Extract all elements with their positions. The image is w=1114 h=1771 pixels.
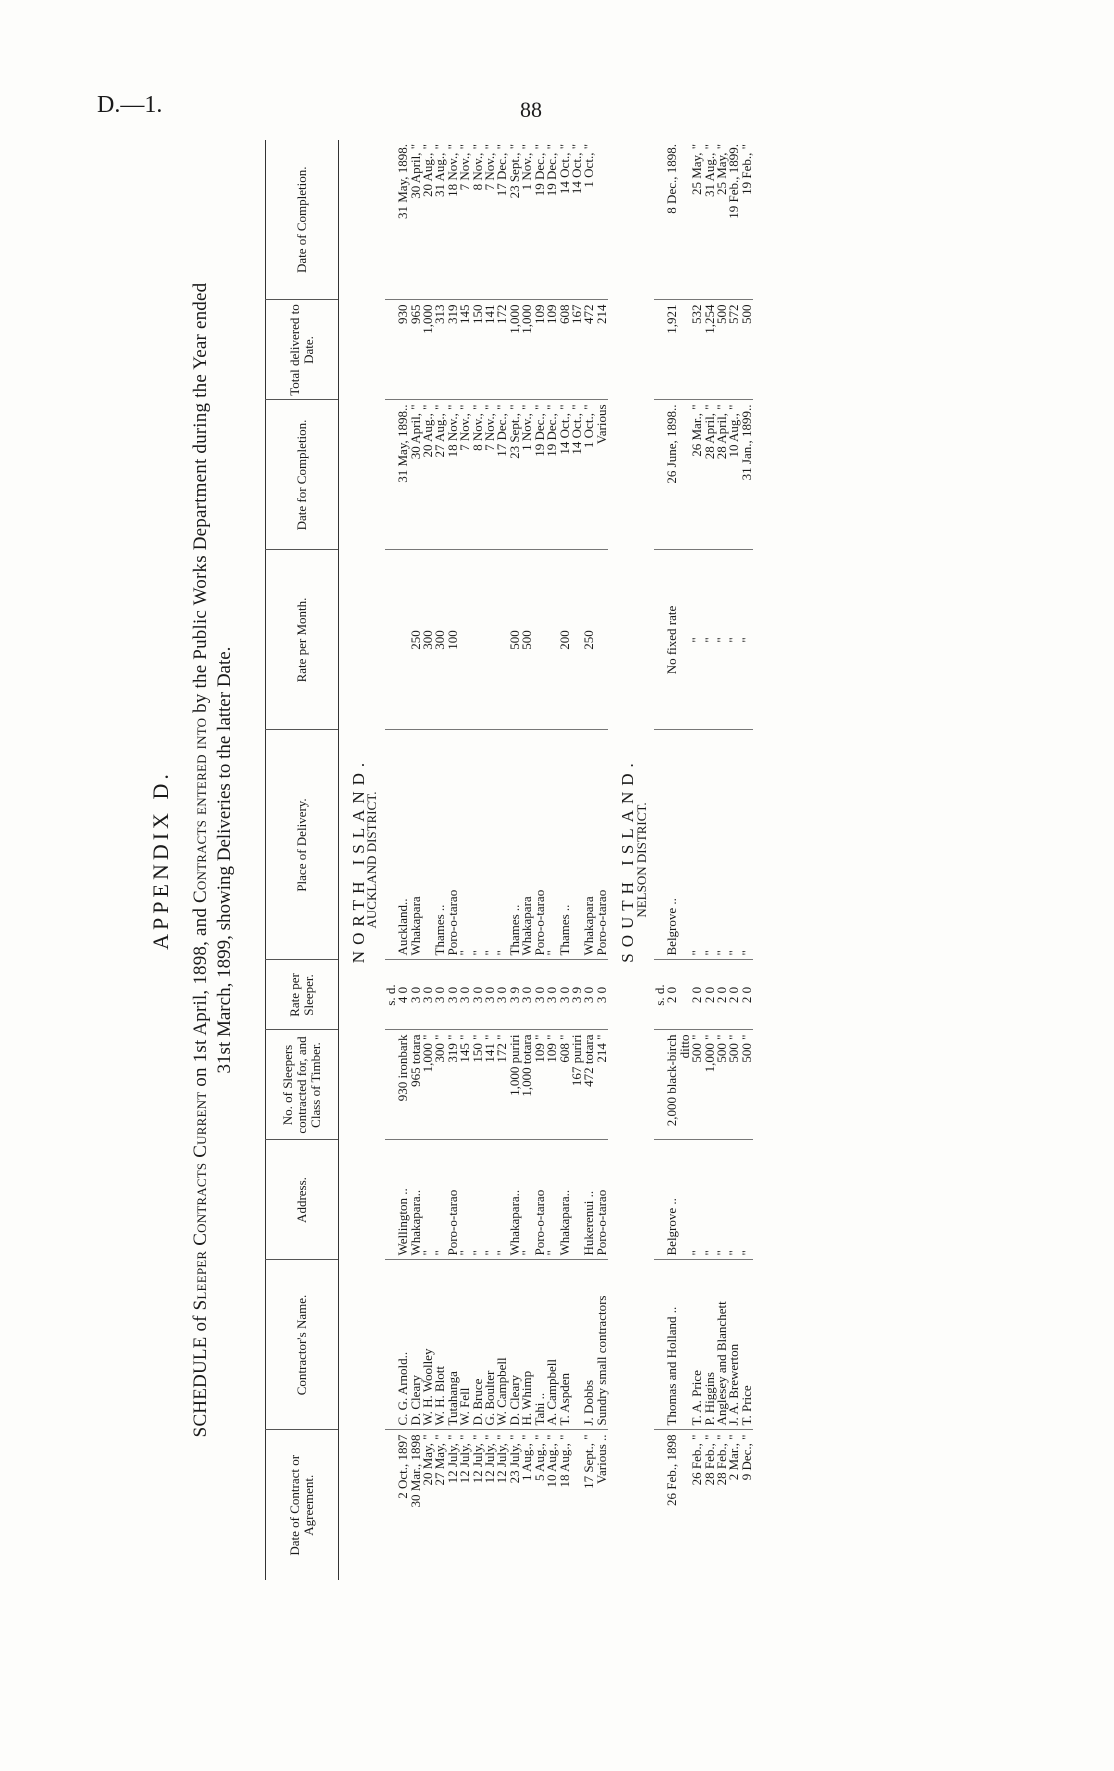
table-cell xyxy=(596,550,608,730)
table-cell: 150 xyxy=(472,300,484,400)
table-cell: A. Campbell xyxy=(546,1260,558,1430)
table-cell: 17 Sept., " xyxy=(583,1430,595,1580)
table-cell: 3 9 xyxy=(571,960,583,1030)
page-header xyxy=(0,0,1114,140)
table-cell: 12 July, " xyxy=(472,1430,484,1580)
table-row xyxy=(596,140,608,1580)
table-cell: 500 " xyxy=(728,1030,740,1140)
table-cell: W. Fell xyxy=(459,1260,471,1430)
table-cell: 31 Jan., 1899.. xyxy=(741,400,753,550)
table-cell: J. A. Brewerton xyxy=(728,1260,740,1430)
table-cell: " xyxy=(546,730,558,960)
table-cell: Poro-o-tarao xyxy=(596,730,608,960)
table-cell: 3 0 xyxy=(447,960,459,1030)
title-by-the: by the Public Works Department during the Year ended xyxy=(190,282,211,713)
table-cell: " xyxy=(546,1140,558,1260)
table-cell: 1,921 xyxy=(666,300,678,400)
table-cell: 18 Nov., " xyxy=(444,144,460,197)
table-cell: 26 June, 1898.. xyxy=(666,400,678,550)
table-cell: 3 0 xyxy=(496,960,508,1030)
title-sleeper-contracts: Sleeper Contracts Current xyxy=(190,1091,211,1311)
table-cell: 12 July, " xyxy=(447,1430,459,1580)
table-cell: 532 xyxy=(691,300,703,400)
table-cell: G. Boulter xyxy=(484,1260,496,1430)
table-cell: 319 " xyxy=(447,1030,459,1140)
table-cell: 20 Aug., " xyxy=(420,144,436,197)
column-header-8: Total delivered to Date. xyxy=(266,300,339,400)
title-contracts-entered: Contracts entered into xyxy=(190,717,211,903)
table-cell: " xyxy=(459,1140,471,1260)
table-cell: " xyxy=(728,550,740,730)
table-row xyxy=(666,140,678,1580)
table-cell: 2 0 xyxy=(704,960,716,1030)
table-cell: 17 Dec., " xyxy=(496,400,508,550)
table-row xyxy=(691,140,703,1580)
table-cell: 472 totara xyxy=(583,1030,595,1140)
table-cell xyxy=(534,550,546,730)
table-cell: 930 ironbark xyxy=(397,1030,409,1140)
table-cell: 145 " xyxy=(459,1030,471,1140)
table-cell: 30 April, " xyxy=(410,400,422,550)
table-cell: 18 Nov., " xyxy=(447,400,459,550)
table-cell: D. Bruce xyxy=(472,1260,484,1430)
table-cell: 3 0 xyxy=(410,960,422,1030)
table-cell: 2 0 xyxy=(716,960,728,1030)
table-cell: Tutahanga xyxy=(447,1260,459,1430)
table-cell: 25 May, " xyxy=(713,144,729,196)
table-cell: 214 xyxy=(596,300,608,400)
column-header-9: Date of Completion. xyxy=(266,140,339,300)
column-header-5: Place of Delivery. xyxy=(266,730,339,960)
table-cell: W. Campbell xyxy=(496,1260,508,1430)
table-cell: 250 xyxy=(583,550,595,730)
table-cell: 3 0 xyxy=(459,960,471,1030)
north-rate-unit: s. d. xyxy=(385,960,397,1030)
table-cell: 9 Dec., " xyxy=(741,1430,753,1580)
table-cell: 2,000 black-birch xyxy=(666,1030,678,1140)
column-header-3: No. of Sleepers contracted for, and Class of Timber. xyxy=(266,1030,339,1140)
north-island-section xyxy=(339,140,609,1580)
table-row xyxy=(434,140,446,1580)
table-row xyxy=(546,140,558,1580)
table-cell: Poro-o-tarao xyxy=(447,730,459,960)
table-cell: 172 " xyxy=(496,1030,508,1140)
north-island-heading: NORTH ISLAND. xyxy=(349,756,368,964)
table-row xyxy=(728,140,740,1580)
table-cell: 27 Aug., " xyxy=(434,400,446,550)
table-cell: 31 Aug., " xyxy=(701,144,717,197)
table-cell: Whakapara.. xyxy=(410,1140,422,1260)
table-cell: 10 Aug., " xyxy=(546,1430,558,1580)
table-cell: " xyxy=(521,1140,533,1260)
table-cell: 8 Nov., " xyxy=(472,400,484,550)
table-cell: 14 Oct., " xyxy=(568,144,584,195)
table-cell: 200 xyxy=(559,550,571,730)
table-cell: 1,000 " xyxy=(422,1030,434,1140)
table-cell: 26 Feb., 1898 xyxy=(666,1430,678,1580)
table-cell: Whakapara xyxy=(410,730,422,960)
table-cell xyxy=(679,730,691,960)
table-cell: 1,000 xyxy=(509,300,521,400)
table-cell: T. A. Price xyxy=(691,1260,703,1430)
table-cell: 7 Nov., " xyxy=(457,144,473,191)
table-cell: " xyxy=(716,1140,728,1260)
table-cell: 500 xyxy=(741,300,753,400)
table-cell: 141 xyxy=(484,300,496,400)
table-cell: 20 May, " xyxy=(422,1430,434,1580)
table-cell: 19 Dec., " xyxy=(534,400,546,550)
table-cell: Anglesey and Blanchett xyxy=(716,1260,728,1430)
table-cell: 150 " xyxy=(472,1030,484,1140)
table-cell: 10 Aug., " xyxy=(728,400,740,550)
table-cell: 100 xyxy=(447,550,459,730)
table-cell: 965 xyxy=(410,300,422,400)
table-cell: " xyxy=(741,730,753,960)
table-cell: 300 xyxy=(434,550,446,730)
table-cell: 19 Dec., " xyxy=(544,144,560,197)
table-cell: ditto xyxy=(679,1030,691,1140)
table-cell: 18 Aug., " xyxy=(559,1430,571,1580)
title-of: of xyxy=(190,1315,211,1332)
table-cell: Auckland.. xyxy=(397,730,409,960)
table-cell: 167 xyxy=(571,300,583,400)
table-cell: 3 0 xyxy=(422,960,434,1030)
table-cell: 572 xyxy=(728,300,740,400)
table-cell: 3 0 xyxy=(559,960,571,1030)
table-cell: 608 xyxy=(559,300,571,400)
table-cell: 1,000 " xyxy=(704,1030,716,1140)
table-cell: 109 xyxy=(534,300,546,400)
south-island-section xyxy=(608,140,753,1580)
appendix-title: APPENDIX D. xyxy=(148,770,173,950)
table-cell: 17 Dec., " xyxy=(494,144,510,197)
title-on: on 1st April, 1898, and xyxy=(190,907,211,1087)
table-row xyxy=(496,140,508,1580)
table-cell: 500 " xyxy=(741,1030,753,1140)
table-cell: 19 Dec., " xyxy=(546,400,558,550)
table-cell: 1 Oct., " xyxy=(583,400,595,550)
table-cell: 12 July, " xyxy=(496,1430,508,1580)
table-cell: 31 May, 1898. xyxy=(395,144,411,219)
table-cell: H. Whimp xyxy=(521,1260,533,1430)
table-cell: " xyxy=(741,1140,753,1260)
table-cell: 965 totara xyxy=(410,1030,422,1140)
table-cell: Thames .. xyxy=(559,730,571,960)
table-cell: 3 0 xyxy=(434,960,446,1030)
table-cell: 1 Nov., " xyxy=(521,400,533,550)
table-cell: 300 " xyxy=(434,1030,446,1140)
table-cell: 7 Nov., " xyxy=(459,400,471,550)
table-cell: 172 xyxy=(496,300,508,400)
table-cell: Poro-o-tarao xyxy=(534,730,546,960)
table-cell: 7 Nov., " xyxy=(484,400,496,550)
table-cell: 1,000 totara xyxy=(521,1030,533,1140)
table-cell: W. H. Blott xyxy=(434,1260,446,1430)
table-cell: " xyxy=(741,550,753,730)
table-cell: " xyxy=(459,730,471,960)
table-cell: 145 xyxy=(459,300,471,400)
table-cell: C. G. Arnold.. xyxy=(397,1260,409,1430)
table-row xyxy=(741,140,753,1580)
column-header-7: Date for Completion. xyxy=(266,400,339,550)
table-row xyxy=(571,140,583,1580)
table-cell: 608 " xyxy=(559,1030,571,1140)
table-cell: 14 Oct., " xyxy=(571,400,583,550)
table-cell: Poro-o-tarao xyxy=(534,1140,546,1260)
table-cell: " xyxy=(484,1140,496,1260)
table-cell: 1,000 puriri xyxy=(509,1030,521,1140)
table-cell xyxy=(596,140,608,300)
table-cell: Thomas and Holland .. xyxy=(666,1260,678,1430)
table-cell: 28 Feb., " xyxy=(704,1430,716,1580)
document-reference: D.—1. xyxy=(97,92,163,118)
table-cell: " xyxy=(716,730,728,960)
table-cell: " xyxy=(496,1140,508,1260)
north-district-heading: AUCKLAND DISTRICT. xyxy=(364,791,380,929)
table-cell: No fixed rate xyxy=(666,550,678,730)
table-cell: 214 " xyxy=(596,1030,608,1140)
schedule-table xyxy=(265,140,753,1580)
table-cell: 19 Feb., " xyxy=(738,144,754,195)
table-cell: 27 May, " xyxy=(434,1430,446,1580)
table-cell: Belgrove .. xyxy=(666,730,678,960)
schedule-title-line2: 31st March, 1899, showing Deliveries to the latter Date. xyxy=(214,646,235,1074)
table-cell: 109 " xyxy=(534,1030,546,1140)
table-cell: 3 9 xyxy=(509,960,521,1030)
column-header-0: Date of Contract or Agreement. xyxy=(266,1430,339,1580)
south-island-heading: SOUTH ISLAND. xyxy=(618,757,638,963)
table-cell: T. Aspden xyxy=(559,1260,571,1430)
table-cell: Thames .. xyxy=(509,730,521,960)
table-cell: W. H. Woolley xyxy=(422,1260,434,1430)
table-cell: " xyxy=(716,550,728,730)
table-row xyxy=(559,140,571,1580)
table-cell: Various .. xyxy=(596,1430,608,1580)
table-cell: Poro-o-tarao xyxy=(447,1140,459,1260)
table-cell: 1 Nov., " xyxy=(519,144,535,191)
table-cell: 2 0 xyxy=(728,960,740,1030)
table-row xyxy=(679,140,691,1580)
table-cell: 500 xyxy=(521,550,533,730)
table-cell: Thames .. xyxy=(434,730,446,960)
table-cell: 1,000 xyxy=(521,300,533,400)
table-cell: 28 April, " xyxy=(704,400,716,550)
table-row xyxy=(447,140,459,1580)
table-cell: " xyxy=(704,1140,716,1260)
table-cell: 109 xyxy=(546,300,558,400)
schedule-title-line1 xyxy=(190,140,212,1580)
table-cell: " xyxy=(704,550,716,730)
table-row xyxy=(509,140,521,1580)
table-cell: Wellington .. xyxy=(397,1140,409,1260)
table-cell: 472 xyxy=(583,300,595,400)
column-header-4: Rate per Sleeper. xyxy=(266,960,339,1030)
table-cell: D. Cleary xyxy=(509,1260,521,1430)
table-cell: 8 Dec., 1898. xyxy=(664,144,680,214)
page-number: 88 xyxy=(520,97,542,122)
table-cell: Hukerenui .. xyxy=(583,1140,595,1260)
table-cell: " xyxy=(691,550,703,730)
table-cell: 5 Aug., " xyxy=(534,1430,546,1580)
column-header-row xyxy=(266,140,339,1580)
table-cell: 2 Oct., 1897 xyxy=(397,1430,409,1580)
table-cell: 3 0 xyxy=(534,960,546,1030)
table-cell: Belgrove .. xyxy=(666,1140,678,1260)
table-cell: Whakapara.. xyxy=(559,1140,571,1260)
table-cell: 4 0 xyxy=(397,960,409,1030)
table-cell xyxy=(679,1140,691,1260)
table-cell: 167 puriri xyxy=(571,1030,583,1140)
table-cell: 23 Sept., " xyxy=(506,144,522,199)
table-row xyxy=(397,140,409,1580)
table-cell: 300 xyxy=(422,550,434,730)
table-cell: 31 Aug., " xyxy=(432,144,448,197)
table-cell: 109 " xyxy=(546,1030,558,1140)
table-cell: 30 Mar., 1898 xyxy=(410,1430,422,1580)
table-cell: " xyxy=(472,730,484,960)
table-cell: 3 0 xyxy=(546,960,558,1030)
table-cell: 12 July, " xyxy=(484,1430,496,1580)
table-cell xyxy=(459,550,471,730)
table-row xyxy=(459,140,471,1580)
table-row xyxy=(422,140,434,1580)
table-cell: Whakapara.. xyxy=(509,1140,521,1260)
south-rate-unit: s. d. xyxy=(654,960,666,1030)
title-schedule: SCHEDULE xyxy=(190,1336,211,1438)
table-cell: " xyxy=(472,1140,484,1260)
table-cell: " xyxy=(434,1140,446,1260)
table-cell: 500 " xyxy=(691,1030,703,1140)
table-cell xyxy=(484,550,496,730)
table-cell: " xyxy=(704,730,716,960)
table-cell: 8 Nov., " xyxy=(469,144,485,191)
table-cell: 20 Aug., " xyxy=(422,400,434,550)
table-cell: Whakapara xyxy=(521,730,533,960)
table-cell: 23 July, " xyxy=(509,1430,521,1580)
table-cell: D. Cleary xyxy=(410,1260,422,1430)
table-cell: Poro-o-tarao xyxy=(596,1140,608,1260)
table-cell: 500 xyxy=(509,550,521,730)
table-cell: P. Higgins xyxy=(704,1260,716,1430)
table-cell: 26 Mar., " xyxy=(691,400,703,550)
table-cell: 3 0 xyxy=(484,960,496,1030)
table-cell: 1 Aug., " xyxy=(521,1430,533,1580)
column-header-2: Address. xyxy=(266,1140,339,1260)
table-cell: Sundry small contractors xyxy=(596,1260,608,1430)
table-cell: 19 Feb., 1899. xyxy=(726,144,742,219)
table-cell: 23 Sept., " xyxy=(509,400,521,550)
table-row xyxy=(521,140,533,1580)
table-cell: 2 0 xyxy=(691,960,703,1030)
table-cell: 25 May, " xyxy=(689,144,705,196)
south-district-heading: NELSON DISTRICT. xyxy=(633,802,649,918)
table-cell: " xyxy=(728,1140,740,1260)
table-cell: 14 Oct., " xyxy=(556,144,572,195)
table-row xyxy=(472,140,484,1580)
table-cell: " xyxy=(484,730,496,960)
table-cell: 31 May, 1898.. xyxy=(397,400,409,550)
table-cell: 3 0 xyxy=(472,960,484,1030)
table-cell: 12 July, " xyxy=(459,1430,471,1580)
column-header-6: Rate per Month. xyxy=(266,550,339,730)
table-cell: 2 0 xyxy=(741,960,753,1030)
table-cell: " xyxy=(728,730,740,960)
table-cell: 319 xyxy=(447,300,459,400)
table-cell: 313 xyxy=(434,300,446,400)
table-cell: 2 Mar., " xyxy=(728,1430,740,1580)
table-cell: 1,254 xyxy=(704,300,716,400)
table-cell: 28 Feb., " xyxy=(716,1430,728,1580)
table-cell: 1 Oct., " xyxy=(581,144,597,188)
table-cell: 930 xyxy=(397,300,409,400)
table-cell: " xyxy=(691,1140,703,1260)
table-cell: 1,000 xyxy=(422,300,434,400)
schedule-sheet xyxy=(140,140,1080,1580)
table-cell: " xyxy=(422,1140,434,1260)
table-cell: 3 0 xyxy=(521,960,533,1030)
table-cell: " xyxy=(496,730,508,960)
table-cell: 250 xyxy=(410,550,422,730)
table-cell xyxy=(472,550,484,730)
table-cell: 500 xyxy=(716,300,728,400)
table-cell: Whakapara xyxy=(583,730,595,960)
table-cell: Various xyxy=(596,400,608,550)
table-cell: 19 Dec., " xyxy=(531,144,547,197)
table-cell: J. Dobbs xyxy=(583,1260,595,1430)
table-cell: 3 0 xyxy=(596,960,608,1030)
table-cell: 3 0 xyxy=(583,960,595,1030)
table-cell: Tahi .. xyxy=(534,1260,546,1430)
table-cell: 500 " xyxy=(716,1030,728,1140)
table-cell: 2 0 xyxy=(666,960,678,1030)
table-cell: T. Price xyxy=(741,1260,753,1430)
table-cell: 14 Oct., " xyxy=(559,400,571,550)
table-cell: 7 Nov., " xyxy=(482,144,498,191)
table-cell: " xyxy=(691,730,703,960)
table-cell: 30 April, " xyxy=(407,144,423,199)
table-cell: 141 " xyxy=(484,1030,496,1140)
column-header-1: Contractor's Name. xyxy=(266,1260,339,1430)
table-cell: 26 Feb., " xyxy=(691,1430,703,1580)
table-cell: 28 April, " xyxy=(716,400,728,550)
